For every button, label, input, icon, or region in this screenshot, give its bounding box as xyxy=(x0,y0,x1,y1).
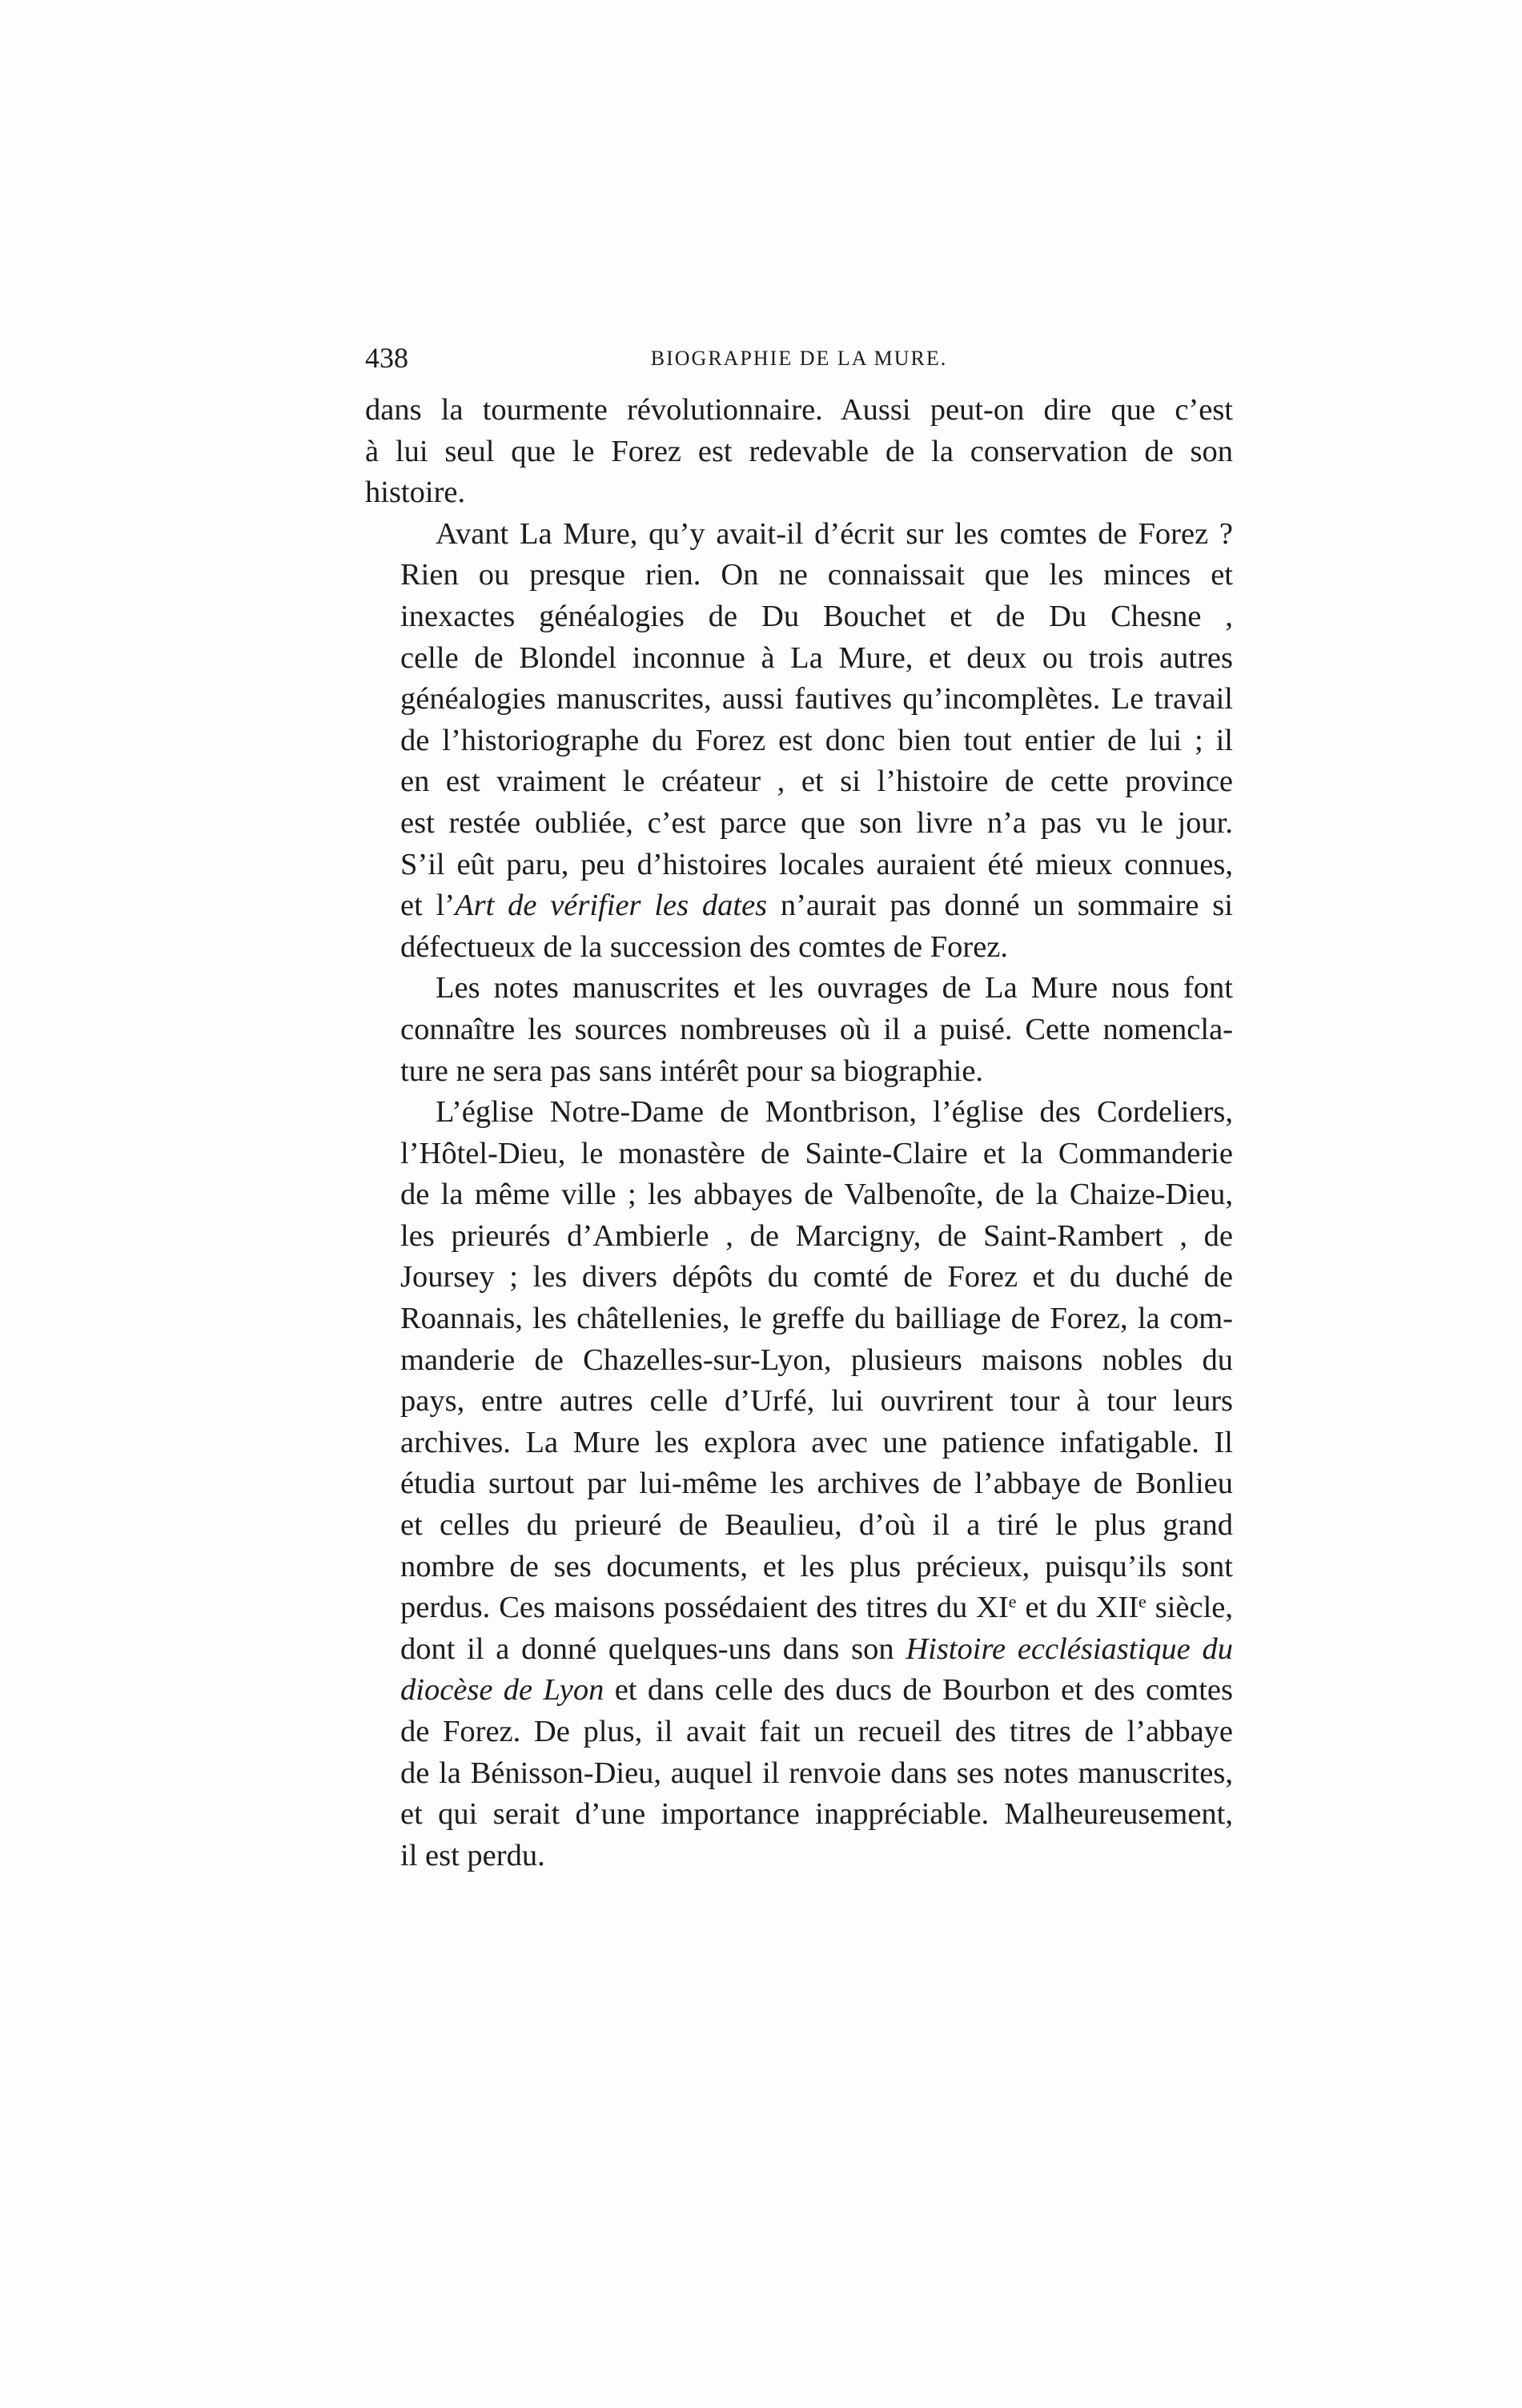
text-line: de la Bénisson-Dieu, auquel il renvoie dans ses notes manuscrites, xyxy=(400,1756,1233,1790)
book-page xyxy=(365,340,1233,1876)
page-header xyxy=(365,340,1233,390)
text-line: L’église Notre-Dame de Montbrison, l’église des Cordeliers, xyxy=(436,1095,1233,1130)
text-line: l’Hôtel-Dieu, le monastère de Sainte-Claire et la Commanderie xyxy=(400,1136,1233,1170)
page-number: 438 xyxy=(365,342,408,374)
text-line: nombre de ses documents, et les plus précieux, puisqu’ils sont xyxy=(400,1549,1233,1583)
superscript: e xyxy=(1008,1591,1017,1612)
text-line: Roannais, les châtellenies, le greffe du bailliage de Forez, la com- xyxy=(400,1302,1233,1336)
text-line: de l’historiographe du Forez est donc bien tout entier de lui ; il xyxy=(400,723,1233,757)
text-line: est restée oubliée, c’est parce que son livre n’a pas vu le jour. xyxy=(400,805,1233,840)
text-line: celle de Blondel inconnue à La Mure, et deux ou trois autres xyxy=(400,640,1233,675)
text-line-with-italic-title xyxy=(365,1670,1233,1712)
text-segment: siècle, xyxy=(1146,1591,1234,1625)
text-line: S’il eût paru, peu d’histoires locales auraient été mieux connues, xyxy=(400,847,1233,881)
text-line: Joursey ; les divers dépôts du comté de Forez et du duché de xyxy=(400,1260,1233,1294)
text-line: pays, entre autres celle d’Urfé, lui ouvrirent tour à tour leurs xyxy=(400,1384,1233,1419)
paragraph-1 xyxy=(365,390,1233,514)
text-line-with-italic-title xyxy=(365,885,1233,927)
italic-book-title: diocèse de Lyon xyxy=(400,1673,604,1708)
body-text xyxy=(365,390,1233,1876)
italic-book-title: Art de vérifier les dates xyxy=(455,889,768,923)
text-line: et celles du prieuré de Beaulieu, d’où il a tiré le plus grand xyxy=(400,1508,1233,1543)
paragraph-2 xyxy=(365,514,1233,969)
text-line: Les notes manuscrites et les ouvrages de La Mure nous font xyxy=(436,971,1233,1005)
text-line: ture ne sera pas sans intérêt pour sa biographie. xyxy=(400,1054,984,1088)
text-line: histoire. xyxy=(365,476,466,510)
text-segment: dont il a donné quelques-uns dans son xyxy=(400,1631,906,1666)
running-head: BIOGRAPHIE DE LA MURE. xyxy=(650,347,948,370)
italic-book-title: Histoire ecclésiastique du xyxy=(906,1631,1233,1666)
text-line: en est vraiment le créateur , et si l’histoire de cette province xyxy=(400,765,1233,799)
text-line: il est perdu. xyxy=(400,1838,545,1872)
text-segment: perdus. Ces maisons possédaient des titres du XI xyxy=(400,1591,1009,1625)
text-line: de la même ville ; les abbayes de Valbenoîte, de la Chaize-Dieu, xyxy=(400,1178,1233,1212)
text-segment: et du XII xyxy=(1016,1591,1139,1625)
text-line: Rien ou presque rien. On ne connaissait que les minces et xyxy=(400,558,1233,592)
text-line: à lui seul que le Forez est redevable de la conservation de son xyxy=(365,434,1233,468)
text-segment: n’aurait pas donné un sommaire si xyxy=(767,889,1233,923)
text-line: connaître les sources nombreuses où il a puisé. Cette nomencla- xyxy=(400,1012,1233,1046)
superscript: e xyxy=(1138,1591,1147,1612)
text-line: étudia surtout par lui-même les archives de l’abbaye de Bonlieu xyxy=(400,1467,1233,1501)
text-line-with-italic-title xyxy=(365,1629,1233,1671)
text-line-with-superscripts xyxy=(365,1587,1233,1629)
text-line: manderie de Chazelles-sur-Lyon, plusieurs maisons nobles du xyxy=(400,1342,1233,1377)
text-line: et qui serait d’une importance inappréciable. Malheureusement, xyxy=(400,1797,1233,1832)
text-line: archives. La Mure les explora avec une patience infatigable. Il xyxy=(400,1425,1233,1459)
paragraph-3 xyxy=(365,968,1233,1092)
text-line: dans la tourmente révolutionnaire. Aussi peut-on dire que c’est xyxy=(365,393,1233,427)
text-line: généalogies manuscrites, aussi fautives qu’incomplètes. Le travail xyxy=(400,682,1233,716)
text-segment: et dans celle des ducs de Bourbon et des comtes xyxy=(604,1673,1233,1708)
paragraph-4 xyxy=(365,1092,1233,1876)
text-line: inexactes généalogies de Du Bouchet et de Du Chesne , xyxy=(400,599,1233,633)
text-line: Avant La Mure, qu’y avait-il d’écrit sur les comtes de Forez ? xyxy=(436,516,1233,551)
text-line: défectueux de la succession des comtes de Forez. xyxy=(400,929,1009,964)
text-segment: et l’ xyxy=(400,889,456,923)
text-line: de Forez. De plus, il avait fait un recueil des titres de l’abbaye xyxy=(400,1715,1233,1748)
text-line: les prieurés d’Ambierle , de Marcigny, de Saint-Rambert , de xyxy=(400,1218,1233,1253)
